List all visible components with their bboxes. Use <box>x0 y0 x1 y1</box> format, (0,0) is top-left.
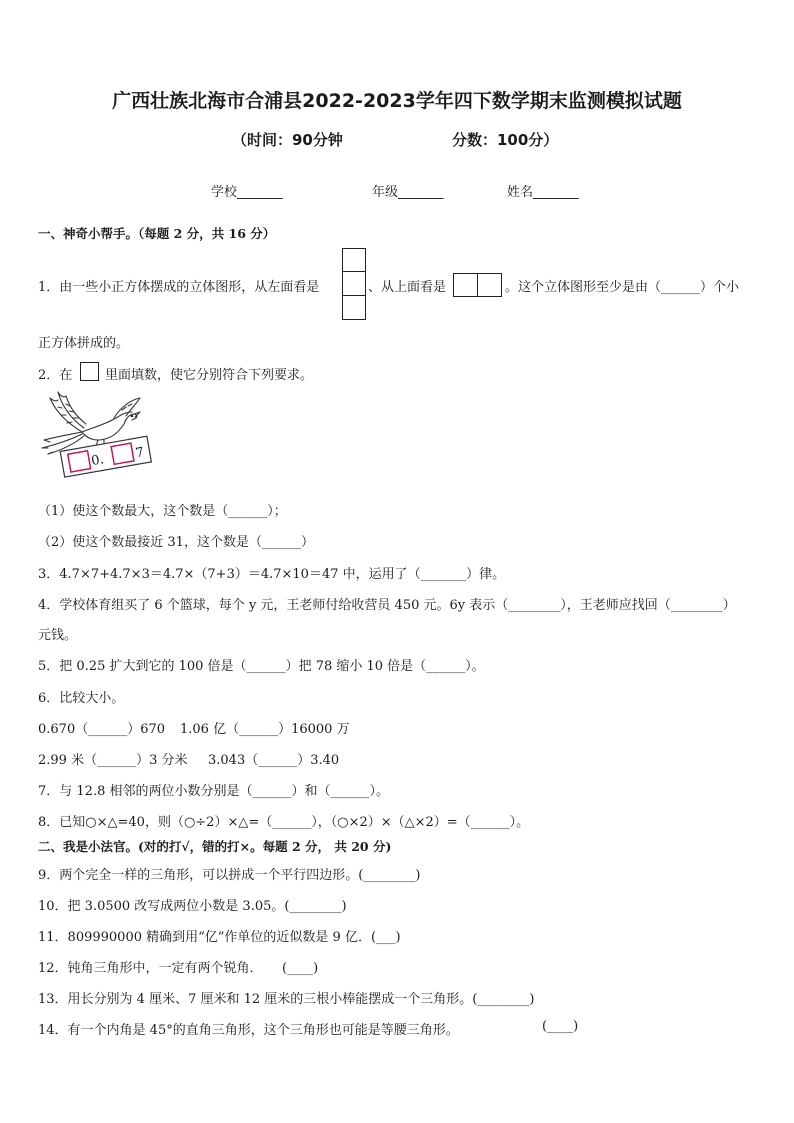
q6-compare-b: 1.06 亿（______）16000 万 <box>180 722 350 737</box>
q1-text-part1: 1．由一些小正方体摆成的立体图形，从左面看是 <box>38 280 320 295</box>
section-2-heading: 二、我是小法官。(对的打√，错的打×。每题 2 分， 共 20 分) <box>38 839 392 854</box>
dove-carrying-card-icon <box>36 388 166 484</box>
card-decimal-point: 0. <box>90 452 105 470</box>
school-field: 学校_______ <box>211 185 283 200</box>
name-field: 姓名_______ <box>507 185 579 200</box>
question-7: 7．与 12.8 相邻的两位小数分别是（______）和（______）。 <box>38 784 389 799</box>
question-5: 5．把 0.25 扩大到它的 100 倍是（______）把 78 缩小 10 倍是（______）。 <box>38 659 485 674</box>
card-digit-seven: 7 <box>134 445 146 462</box>
q4-line-2: 元钱。 <box>38 628 78 643</box>
question-11: 11．809990000 精确到用“亿”作单位的近似数是 9 亿．(___) <box>38 930 401 945</box>
q6-compare-c: 2.99 米（______）3 分米 <box>38 753 188 768</box>
dove-illustration <box>36 388 166 484</box>
q2-sub-1: （1）使这个数最大，这个数是（______）； <box>38 504 287 519</box>
question-13: 13．用长分别为 4 厘米、7 厘米和 12 厘米的三根小棒能摆成一个三角形。(________) <box>38 992 535 1007</box>
q14-text: 14．有一个内角是 45°的直角三角形，这个三角形也可能是等腰三角形。 <box>38 1023 459 1038</box>
q2-text-part1: 2．在 <box>38 368 73 383</box>
exam-score: 分数：100分） <box>452 131 559 149</box>
page-title: 广西壮族北海市合浦县2022-2023学年四下数学期末监测模拟试题 <box>112 90 682 112</box>
question-9: 9．两个完全一样的三角形，可以拼成一个平行四边形。(________) <box>38 868 421 883</box>
grade-field: 年级_______ <box>372 185 444 200</box>
q1-text-part3: 。这个立体图形至少是由（______）个小 <box>505 280 740 295</box>
question-3: 3．4.7×7+4.7×3＝4.7×（7+3）＝4.7×10＝47 中，运用了（_______）律。 <box>38 567 506 582</box>
exam-time: （时间：90分钟 <box>232 131 343 149</box>
blank-box <box>80 362 99 381</box>
q6-heading: 6．比较大小。 <box>38 691 125 706</box>
question-10: 10．把 3.0500 改写成两位小数是 3.05。(________) <box>38 899 347 914</box>
q4-line-1: 4．学校体育组买了 6 个篮球，每个 y 元，王老师付给收营员 450 元。6y 表示（________），王老师应找回（________） <box>38 598 736 613</box>
question-12: 12．钝角三角形中，一定有两个锐角． (____) <box>38 961 319 976</box>
q2-sub-2: （2）使这个数最接近 31，这个数是（______） <box>38 535 314 550</box>
q2-text-part2: 里面填数，使它分别符合下列要求。 <box>105 368 314 383</box>
question-8: 8．已知○×△=40，则（○÷2）×△=（______），（○×2）×（△×2）=（______）。 <box>38 815 530 830</box>
q1-text-line2: 正方体拼成的。 <box>38 336 130 351</box>
q14-blank: (____) <box>542 1019 579 1034</box>
q6-compare-d: 3.043（______）3.40 <box>208 753 340 768</box>
q6-compare-a: 0.670（______）670 <box>38 722 166 737</box>
q1-text-part2: 、从上面看是 <box>368 280 447 295</box>
section-1-heading: 一、神奇小帮手。（每题 2 分，共 16 分） <box>38 226 276 241</box>
